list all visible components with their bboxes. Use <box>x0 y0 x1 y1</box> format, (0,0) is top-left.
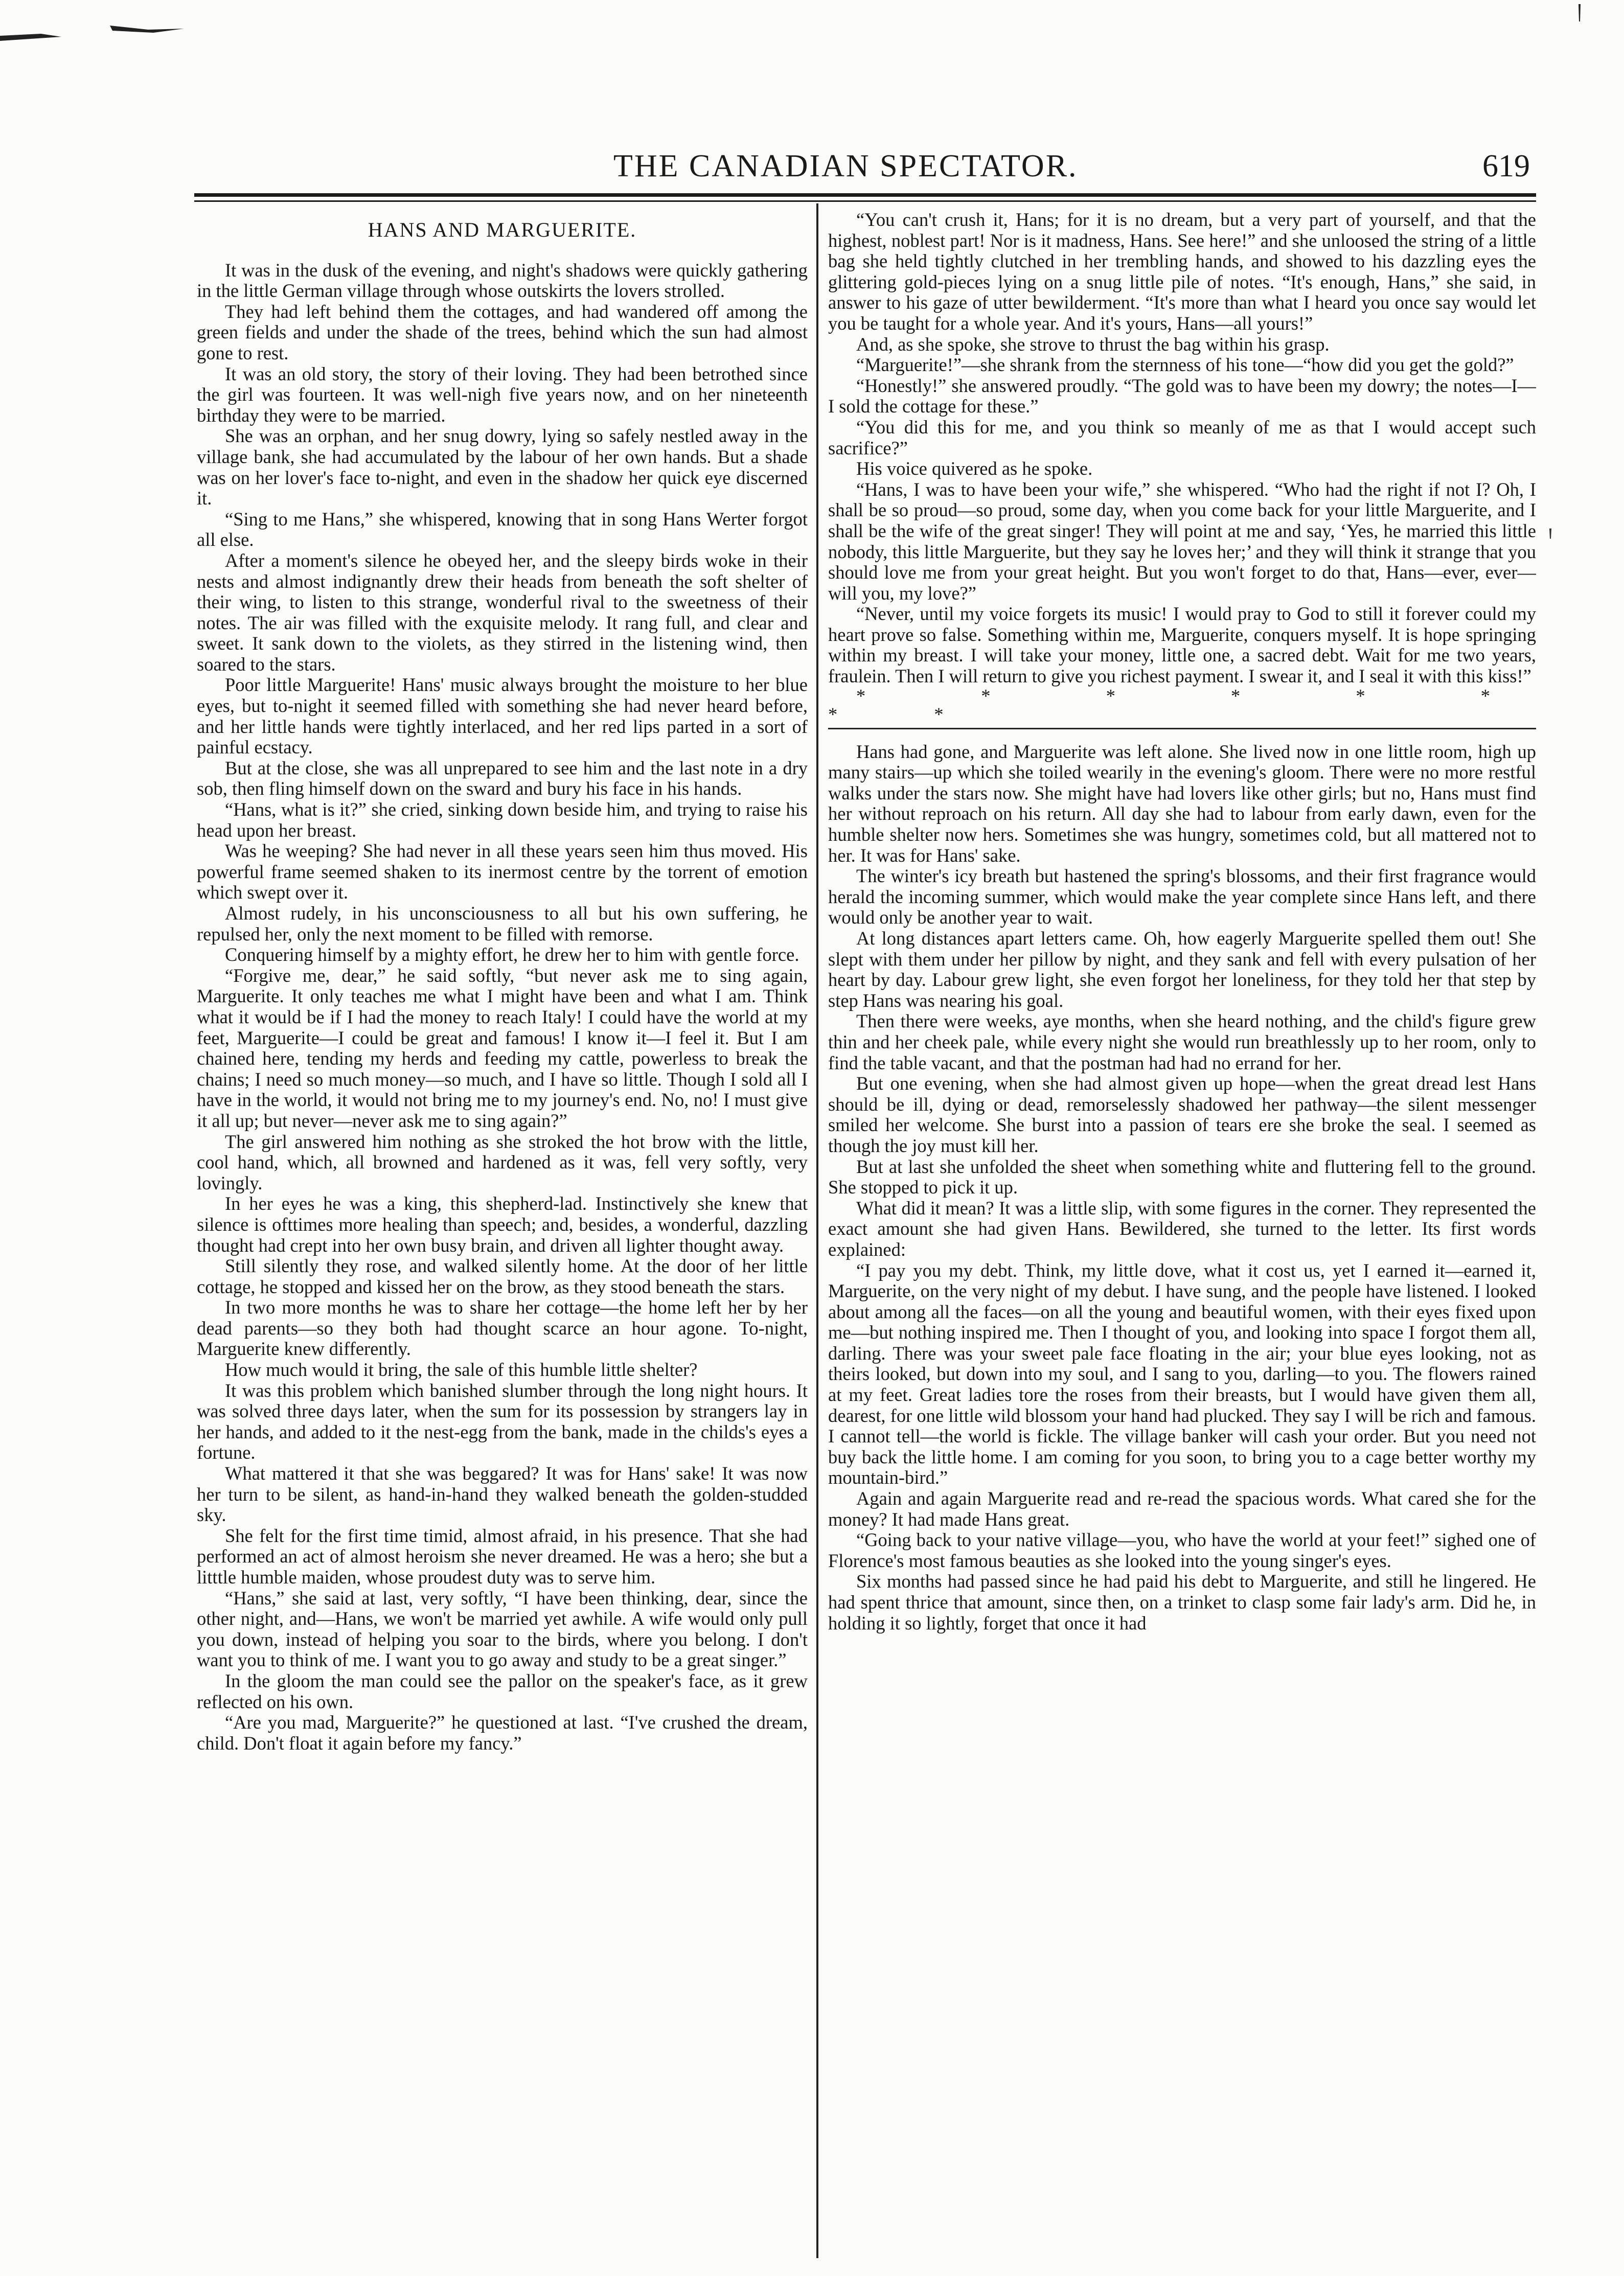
paragraph: Poor little Marguerite! Hans' music always brought the moisture to her blue eyes, but to-night it seemed filled with something she had never heard before, and her little hands were tightly interlaced, and her red lips parted in a sort of painful ecstacy. <box>197 674 808 758</box>
paragraph: “Honestly!” she answered proudly. “The gold was to have been my dowry; the notes—I—I sold the cottage for these.” <box>828 375 1536 417</box>
paragraph: What did it mean? It was a little slip, with some figures in the corner. They represented the exact amount she had given Hans. Bewildered, she turned to the letter. Its first words explained: <box>828 1197 1536 1260</box>
scan-tick-mark <box>1577 3 1582 24</box>
paragraph: She felt for the first time timid, almost afraid, in his presence. That she had performed an act of almost heroism she never dreamed. He was a hero; she but a litttle humble maiden, whose proudest duty was to serve him. <box>197 1525 808 1588</box>
paragraph: In the gloom the man could see the pallor on the speaker's face, as it grew reflected on his own. <box>197 1670 808 1712</box>
paragraph: At long distances apart letters came. Oh, how eagerly Marguerite spelled them out! She slept with them under her pillow by night, and they sank and fell with every pulsation of her heart by day. Labour grew light, she even forgot her loneliness, for they told her that step by step Hans was nearing his goal. <box>828 928 1536 1011</box>
masthead <box>194 148 1624 194</box>
section-break-stars: * * * * * * * * <box>828 685 1536 725</box>
paragraph: In two more months he was to share her cottage—the home left her by her dead parents—so they both had thought scarce an hour agone. To-night, Marguerite knew differently. <box>197 1297 808 1360</box>
header-rule-thin <box>194 200 1536 202</box>
scan-corner-mark <box>0 20 189 51</box>
paragraph: It was in the dusk of the evening, and night's shadows were quickly gathering in the little German village through whose outskirts the lovers strolled. <box>197 259 808 302</box>
paragraph: Again and again Marguerite read and re-read the spacious words. What cared she for the money? It had made Hans great. <box>828 1488 1536 1530</box>
paragraph: Conquering himself by a mighty effort, he drew her to him with gentle force. <box>225 944 799 965</box>
page-number: 619 <box>1482 149 1530 183</box>
paragraph: But at the close, she was all unprepared to see him and the last note in a dry sob, then fling himself down on the sward and bury his face in his hands. <box>197 757 808 799</box>
right-column <box>828 210 1536 2264</box>
left-column <box>197 210 808 2264</box>
paragraph: And, as she spoke, she strove to thrust the bag within his grasp. <box>856 333 1330 355</box>
publication-title: THE CANADIAN SPECTATOR. <box>613 149 1078 183</box>
paragraph: His voice quivered as he spoke. <box>856 458 1093 479</box>
paragraph: Was he weeping? She had never in all these years seen him thus moved. His powerful frame seemed shaken to its inermost centre by the torrent of emotion which swept over it. <box>197 840 808 903</box>
paragraph: Six months had passed since he had paid his debt to Marguerite, and still he lingered. He had spent thrice that amount, since then, on a trinket to clasp some fair lady's arm. Did he, in holding it so lightly, forget that once it had <box>828 1571 1536 1634</box>
paragraph: “Hans, what is it?” she cried, sinking down beside him, and trying to raise his head upon her breast. <box>197 799 808 841</box>
column-divider <box>816 203 818 2258</box>
paragraph: Almost rudely, in his unconsciousness to all but his own suffering, he repulsed her, only the next moment to be filled with remorse. <box>197 903 808 945</box>
scan-side-mark <box>1548 526 1553 542</box>
paragraph: “Hans,” she said at last, very softly, “I have been thinking, dear, since the other night, and—Hans, we won't be married yet awhile. A wife would only pull you down, instead of helping you soar to the birds, where you belong. I don't want you to think of me. I want you to go away and study to be a great singer.” <box>197 1587 808 1671</box>
paragraph: In her eyes he was a king, this shepherd-lad. Instinctively she knew that silence is ofttimes more healing than speech; and, besides, a wonderful, dazzling thought had crept into her own busy brain, and driven all lighter thought away. <box>197 1193 808 1256</box>
paragraph: But one evening, when she had almost given up hope—when the great dread lest Hans should be ill, dying or dead, remorselessly shadowed her pathway—the silent messenger smiled her welcome. She burst into a passion of tears ere she broke the seal. I seemed as though the joy must kill her. <box>828 1073 1536 1156</box>
paragraph: How much would it bring, the sale of this humble little shelter? <box>225 1359 698 1381</box>
paragraph: The winter's icy breath but hastened the spring's blossoms, and their first fragrance would herald the incoming summer, which would make the year complete since Hans left, and there would only be another year to wait. <box>828 865 1536 928</box>
paragraph: What mattered it that she was beggared? It was for Hans' sake! It was now her turn to be silent, as hand-in-hand they walked beneath the golden-studded sky. <box>197 1463 808 1526</box>
paragraph: It was this problem which banished slumber through the long night hours. It was solved three days later, when the sum for its possession by strangers lay in her hands, and added to it the nest-egg from the bank, made in the childs's eyes a fortune. <box>197 1380 808 1463</box>
paragraph: “You can't crush it, Hans; for it is no dream, but a very part of yourself, and that the highest, noblest part! Nor is it madness, Hans. See here!” and she unloosed the string of a little bag she held tightly clutched in her trembling hands, and showed to his dazzling eyes the glittering gold-pieces lying on a snug little pile of notes. “It's enough, Hans,” she said, in answer to his gaze of utter bewilderment. “It's more than what I heard you once say would let you be taught for a whole year. And it's yours, Hans—all yours!” <box>828 210 1536 334</box>
paragraph: Still silently they rose, and walked silently home. At the door of her little cottage, he stopped and kissed her on the brow, as they stood beneath the stars. <box>197 1255 808 1297</box>
paragraph: “Sing to me Hans,” she whispered, knowing that in song Hans Werter forgot all else. <box>197 508 808 550</box>
article-title: HANS AND MARGUERITE. <box>368 218 637 241</box>
paragraph: “Going back to your native village—you, who have the world at your feet!” sighed one of Florence's most famous beauties as she looked into the young singer's eyes. <box>828 1529 1536 1571</box>
paragraph: “Forgive me, dear,” he said softly, “but never ask me to sing again, Marguerite. It only teaches me what I might have been and what I am. Think what it would be if I had the money to reach Italy! I could have the world at my feet, Marguerite—I could be great and famous! I know it—I feel it. But I am chained here, tending my herds and feeding my cattle, powerless to break the chains; I need so much money—so much, and I have so little. Though I sold all I have in the world, it would not bring me to my journey's end. No, no! I must give it all up; but never—never ask me to sing again?” <box>197 964 808 1131</box>
paragraph: “You did this for me, and you think so meanly of me as that I would accept such sacrifice?” <box>828 416 1536 458</box>
paragraph: The girl answered him nothing as she stroked the hot brow with the little, cool hand, which, all browned and hardened as it was, fell very softly, very lovingly. <box>197 1131 808 1193</box>
paragraph: “Never, until my voice forgets its music! I would pray to God to still it forever could my heart prove so false. Something within me, Marguerite, conquers myself. It is hope springing within my breast. I will take your money, little one, a sacred debt. Wait for me two years, fraulein. Then I will return to give you richest payment. I swear it, and I seal it with this kiss!” <box>828 603 1536 687</box>
paragraph: “Hans, I was to have been your wife,” she whispered. “Who had the right if not I? Oh, I shall be so proud—so proud, some day, when you come back for your little Marguerite, and I shall be the wife of the great singer! They will point at me and say, ‘Yes, he married this little nobody, this little Marguerite, but they say he loves her;’ and they will think it strange that you should love me from your great height. But you won't forget to do that, Hans—ever, ever—will you, my love?” <box>828 478 1536 604</box>
paragraph: “Are you mad, Marguerite?” he questioned at last. “I've crushed the dream, child. Don't float it again before my fancy.” <box>197 1712 808 1754</box>
paragraph: After a moment's silence he obeyed her, and the sleepy birds woke in their nests and almost indignantly drew their heads from beneath the soft shelter of their wing, to listen to this strange, wonderful rival to the sweetness of their notes. The air was filled with the exquisite melody. It rang full, and clear and sweet. It sank down to the violets, as they stirred in the listening wind, then soared to the stars. <box>197 549 808 675</box>
paragraph: Then there were weeks, aye months, when she heard nothing, and the child's figure grew thin and her cheek pale, while every night she would run breathlessly up to her room, only to find the table vacant, and that the postman had had no errand for her. <box>828 1010 1536 1073</box>
paragraph: “I pay you my debt. Think, my little dove, what it cost us, yet I earned it—earned it, Marguerite, on the very night of my debut. I have sung, and the people have listened. I looked about among all the faces—on all the young and beautiful women, with their eyes fixed upon me—but nothing inspired me. Then I thought of you, and looking into space I forgot them all, darling. There was your sweet pale face floating in the air; your blue eyes looking, not as theirs looked, but down into my soul, and I sang to you, darling—to you. The flowers rained at my feet. Great ladies tore the roses from their breasts, but I would have given them all, dearest, for one little wild blossom your hand had plucked. They say I will be rich and famous. I cannot tell—the world is fickle. The village banker will cash your order. But you need not buy back the little home. I am coming for you soon, to bring you to a cage better worthy my mountain-bird.” <box>828 1259 1536 1488</box>
paragraph: Hans had gone, and Marguerite was left alone. She lived now in one little room, high up many stairs—up which she toiled wearily in the evening's gloom. There were no more restful walks under the stars now. She might have had lovers like other girls; but no, Hans must find her without reproach on his return. All day she had to labour from early dawn, even for the humble shelter now hers. Sometimes she was hungry, sometimes cold, but all mattered not to her. It was for Hans' sake. <box>828 741 1536 866</box>
paragraph: But at last she unfolded the sheet when something white and fluttering fell to the ground. She stopped to pick it up. <box>828 1156 1536 1198</box>
paragraph: She was an orphan, and her snug dowry, lying so safely nestled away in the village bank, she had accumulated by the labour of her own hands. But a shade was on her lover's face to-night, and even in the shadow her quick eye discerned it. <box>197 425 808 509</box>
header-rule-thick <box>194 193 1536 197</box>
paragraph: It was an old story, the story of their loving. They had been betrothed since the girl was fourteen. It was well-nigh five years now, and on her nineteenth birthday they were to be married. <box>197 363 808 426</box>
paragraph: “Marguerite!”—she shrank from the sternness of his tone—“how did you get the gold?” <box>856 354 1514 376</box>
paragraph: They had left behind them the cottages, and had wandered off among the green fields and under the shade of the trees, behind which the sun had almost gone to rest. <box>197 301 808 363</box>
section-divider-rule <box>828 728 1536 729</box>
